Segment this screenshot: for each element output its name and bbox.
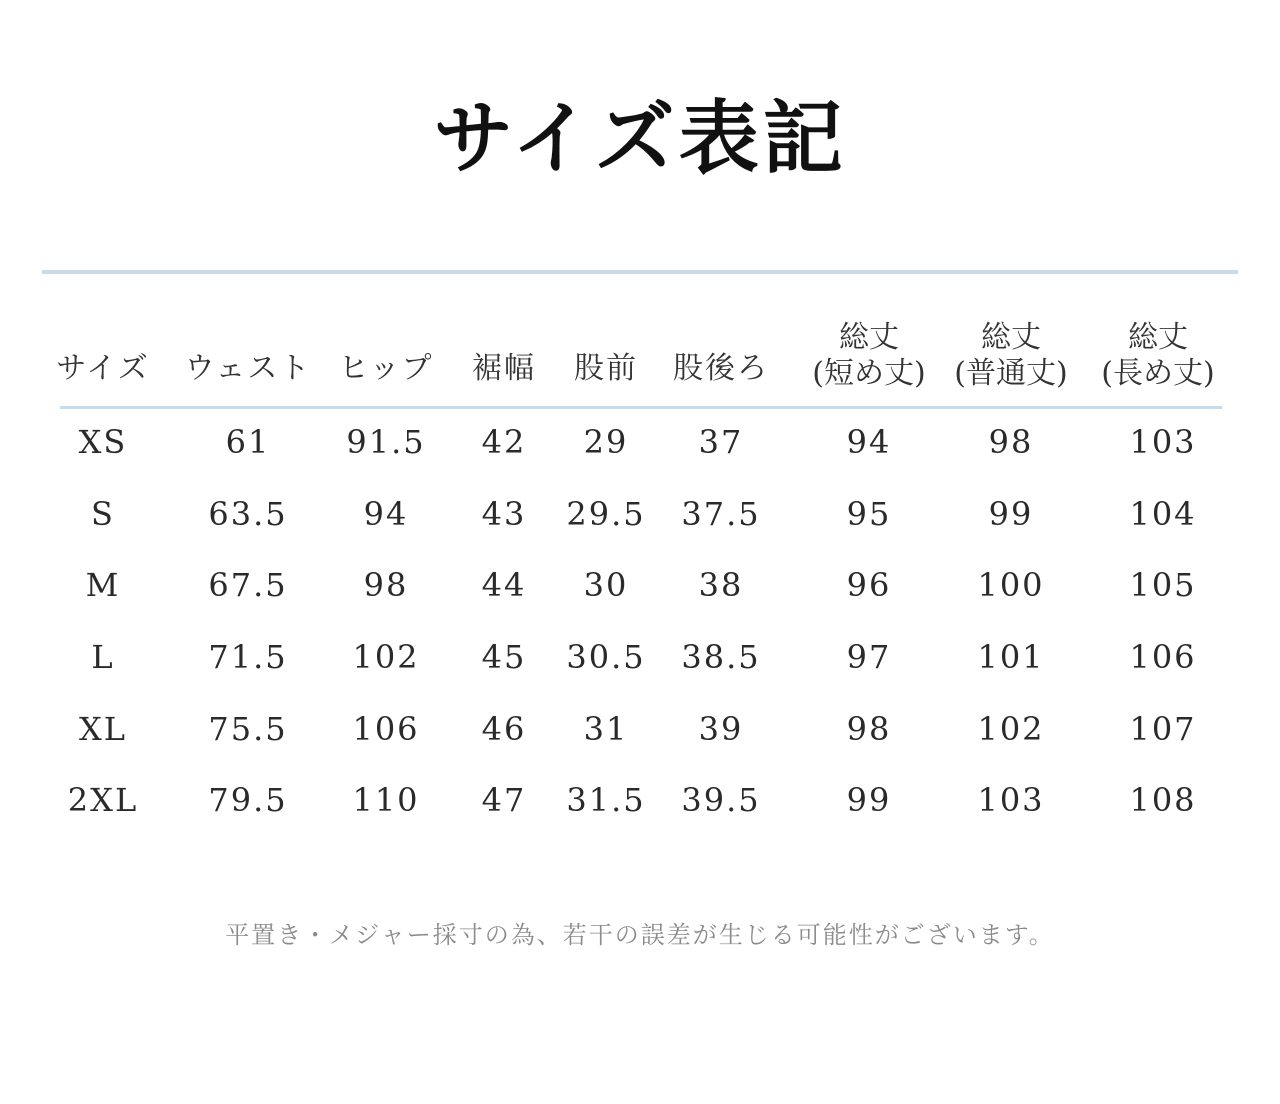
cell-front-rise: 31 <box>583 710 629 748</box>
cell-length-long: 108 <box>1129 781 1197 819</box>
header-length-regular-line2: (普通丈) <box>954 356 1068 391</box>
header-length-regular-line1: 総丈 <box>980 320 1041 355</box>
cell-length-short: 98 <box>846 710 892 748</box>
header-length-short <box>812 320 925 392</box>
cell-length-short: 94 <box>846 423 892 461</box>
cell-hem-width: 44 <box>481 566 527 604</box>
cell-front-rise: 30 <box>583 566 629 604</box>
cell-size: M <box>85 566 121 604</box>
page-title: サイズ表記 <box>433 91 847 185</box>
cell-waist: 79.5 <box>208 781 288 819</box>
cell-hem-width: 43 <box>481 495 527 533</box>
cell-length-short: 96 <box>846 566 892 604</box>
cell-length-regular: 99 <box>988 495 1034 533</box>
cell-waist: 61 <box>225 423 271 461</box>
cell-hip: 91.5 <box>346 423 426 461</box>
header-front-rise: 股前 <box>574 351 638 386</box>
header-length-long <box>1101 320 1214 392</box>
cell-length-long: 103 <box>1129 423 1197 461</box>
cell-back-rise: 37 <box>698 423 744 461</box>
header-hem-width: 裾幅 <box>472 351 536 386</box>
header-length-short-line1: 総丈 <box>838 320 899 355</box>
header-hip: ヒップ <box>338 351 434 386</box>
cell-length-short: 95 <box>846 495 892 533</box>
cell-size: XS <box>78 423 128 461</box>
cell-length-long: 106 <box>1129 638 1197 676</box>
measurement-note: 平置き・メジャー採寸の為、若干の誤差が生じる可能性がございます。 <box>225 921 1055 949</box>
cell-size: S <box>91 495 115 533</box>
cell-hem-width: 46 <box>481 710 527 748</box>
cell-front-rise: 30.5 <box>566 638 646 676</box>
cell-front-rise: 31.5 <box>566 781 646 819</box>
cell-length-regular: 100 <box>977 566 1045 604</box>
cell-hip: 98 <box>363 566 409 604</box>
cell-waist: 71.5 <box>208 638 288 676</box>
cell-length-short: 99 <box>846 781 892 819</box>
cell-size: 2XL <box>67 781 139 819</box>
cell-hip: 110 <box>352 781 420 819</box>
cell-back-rise: 38 <box>698 566 744 604</box>
cell-hem-width: 42 <box>481 423 527 461</box>
cell-length-regular: 101 <box>977 638 1045 676</box>
cell-back-rise: 39.5 <box>681 781 761 819</box>
cell-size: L <box>91 638 115 676</box>
cell-back-rise: 39 <box>698 710 744 748</box>
cell-length-regular: 102 <box>977 710 1045 748</box>
cell-hem-width: 47 <box>481 781 527 819</box>
top-divider <box>42 270 1238 274</box>
cell-front-rise: 29.5 <box>566 495 646 533</box>
cell-size: XL <box>78 710 128 748</box>
cell-length-short: 97 <box>846 638 892 676</box>
cell-length-long: 107 <box>1129 710 1197 748</box>
cell-length-regular: 98 <box>988 423 1034 461</box>
cell-waist: 63.5 <box>208 495 288 533</box>
header-size: サイズ <box>56 351 150 386</box>
header-length-short-line2: (短め丈) <box>812 356 926 391</box>
cell-hip: 102 <box>352 638 420 676</box>
cell-length-long: 104 <box>1129 495 1197 533</box>
header-waist: ウェスト <box>184 351 312 386</box>
cell-front-rise: 29 <box>583 423 629 461</box>
cell-hip: 94 <box>363 495 409 533</box>
cell-waist: 67.5 <box>208 566 288 604</box>
header-back-rise: 股後ろ <box>673 351 769 386</box>
cell-length-long: 105 <box>1129 566 1197 604</box>
cell-length-regular: 103 <box>977 781 1045 819</box>
header-divider <box>60 406 1222 409</box>
header-length-long-line1: 総丈 <box>1127 320 1188 355</box>
cell-hem-width: 45 <box>481 638 527 676</box>
header-length-regular <box>954 320 1067 392</box>
cell-hip: 106 <box>352 710 420 748</box>
cell-back-rise: 37.5 <box>681 495 761 533</box>
cell-back-rise: 38.5 <box>681 638 761 676</box>
cell-waist: 75.5 <box>208 710 288 748</box>
header-length-long-line2: (長め丈) <box>1101 356 1215 391</box>
